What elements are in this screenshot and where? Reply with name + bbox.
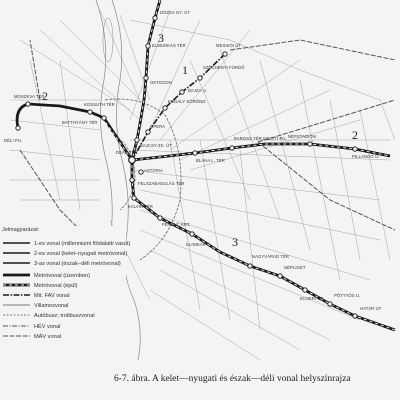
label-batthyany: BATTHYÁNY TÉR (62, 120, 98, 125)
label-nepstadion: NÉPSTADION (288, 134, 316, 139)
label-kalvin: KÁLVIN TÉR (128, 204, 154, 209)
label-deli: DÉLI PU. (4, 138, 23, 143)
label-szechenyi: SZÉCHENYI FÜRDŐ (203, 65, 245, 70)
legend (0, 226, 131, 366)
legend-item-6: Mit. FAV vonal (34, 293, 70, 299)
line-number-2-east: 2 (352, 128, 358, 142)
label-klinikak: KLINIKÁK (186, 242, 206, 247)
station-marker-moszkva (26, 102, 30, 106)
station-marker-ferenc (158, 216, 162, 220)
label-hatar: HATÁR ÚT (360, 306, 382, 311)
station-marker-klinikak (190, 232, 194, 236)
legend-item-2: 2-es vonal (kelet–nyugati metróvonal) (34, 251, 128, 257)
station-marker-mexikoi (223, 52, 227, 56)
label-kossuth: KOSSUTH TÉR (84, 102, 115, 107)
line-number-1: 1 (182, 63, 188, 77)
line-number-3-south: 3 (232, 235, 238, 249)
legend-item-10: MÁV vonal (34, 334, 62, 340)
label-nagyvarad: NAGYVÁRAD TÉR (252, 254, 290, 259)
station-marker-dozsa (153, 16, 157, 20)
line-number-3-north: 3 (158, 31, 164, 45)
label-bajza: BAJZA U. (188, 88, 207, 93)
station-marker-nepstadion (308, 142, 312, 146)
station-marker-pillango (353, 147, 357, 151)
station-marker-astoria (139, 170, 143, 174)
label-nepliget: NÉPLIGET (284, 265, 306, 270)
station-marker-deli (16, 126, 20, 130)
legend-item-8: Autóbusz; trolibuszvonal (34, 313, 95, 319)
label-kodaly: KODÁLY KÖRÖND (168, 99, 206, 104)
station-marker-felszabadulas (130, 178, 134, 182)
label-ecseri: ECSERI ÚT (300, 296, 324, 301)
label-deak: DEÁK TÉR (116, 150, 138, 155)
station-marker-nagyvarad (248, 264, 252, 268)
legend-item-4: Metróvonal (üzemben) (34, 273, 90, 279)
figure-caption: 6-7. ábra. A kelet—nyugati és észak—déli vonal helyszínrajza (114, 374, 351, 384)
station-marker-szechenyi (198, 76, 202, 80)
station-marker-oktogon (144, 76, 148, 80)
label-astoria: ASTORIA (144, 168, 164, 173)
label-moszkva: MOSZKVA TÉR (14, 94, 45, 99)
line-number-2-west: 2 (42, 89, 48, 103)
label-bajcsy: BAJCSY-ZS. ÚT (140, 143, 172, 148)
legend-item-1: 1-es vonal (millenniumi földalatti vasút) (34, 241, 131, 247)
metro-line-2 (17, 104, 390, 160)
legend-item-3: 3-as vonal (észak–déli metróvonal) (34, 261, 121, 267)
station-marker-deak (129, 157, 136, 164)
label-felszabadulas: FELSZABADULÁS TÉR (138, 181, 185, 186)
station-marker-keleti (230, 146, 234, 150)
legend-item-5: Metróvonal (épül) (34, 283, 78, 289)
label-pottyos: PÖTTYÖS U. (334, 293, 361, 298)
station-marker-blaha (193, 151, 197, 155)
label-elmunkas: ELMUNKÁS TÉR (152, 43, 186, 48)
legend-item-9: HÉV vonal (34, 324, 61, 330)
station-marker-elmunkas (146, 44, 150, 48)
label-blaha: BLAHA L. TÉR (196, 158, 225, 163)
station-marker-pottyos (328, 302, 332, 306)
label-mexikoi: MEXIKÓI ÚT (216, 43, 242, 48)
station-marker-bajza (180, 90, 184, 94)
label-ferenc: FERENC KRT. (162, 222, 191, 227)
station-marker-kalvin (132, 196, 136, 200)
label-keleti: BAROSS TÉR KELETI PU. (234, 136, 287, 141)
station-marker-kodaly (163, 106, 167, 110)
legend-item-7: Villamosvonal (34, 303, 69, 309)
label-pillango: PILLANGÓ U. (352, 154, 380, 159)
station-marker-bajcsy (135, 138, 139, 142)
station-marker-kossuth (102, 116, 106, 120)
station-marker-opera (146, 130, 150, 134)
label-opera: OPERA (150, 124, 166, 129)
station-marker-ecseri (303, 288, 307, 292)
station-marker-batthyany (88, 110, 92, 114)
label-dozsa: DÓZSA GY. ÚT (160, 10, 190, 15)
legend-title: Jelmagyarázat: (2, 227, 40, 233)
station-marker-hatar (353, 314, 357, 318)
label-oktogon: OKTOGON (150, 80, 173, 85)
station-marker-nepliget (278, 274, 282, 278)
